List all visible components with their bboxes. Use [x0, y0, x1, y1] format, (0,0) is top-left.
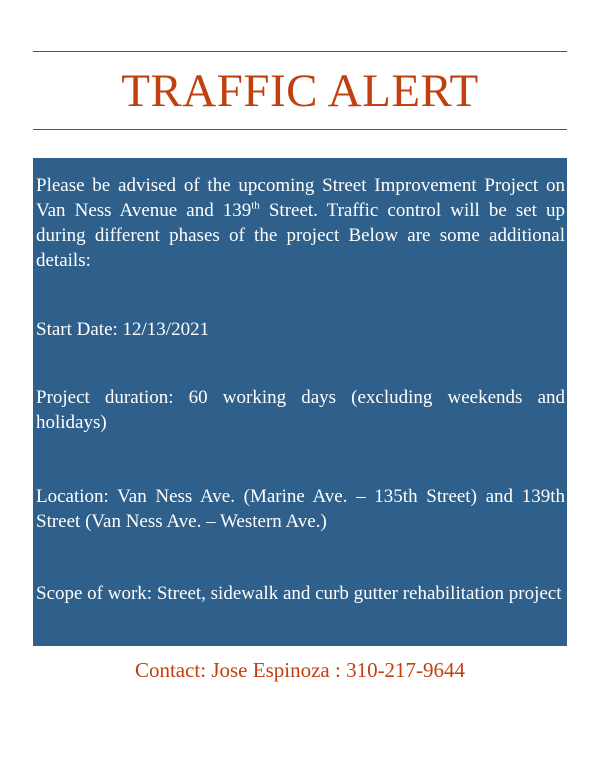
- intro-text-1: Please be advised of the upcoming Street Improvement Project on Van Ness Avenue and 139: [36, 175, 565, 221]
- top-divider: [33, 51, 567, 52]
- project-location: Location: Van Ness Ave. (Marine Ave. – 135th Street) and 139th Street (Van Ness Ave. – Western Ave.): [36, 486, 565, 532]
- scope-of-work: Scope of work: Street, sidewalk and curb gutter rehabilitation project: [36, 583, 562, 604]
- page-title: TRAFFIC ALERT: [121, 65, 479, 117]
- intro-text-2: Street. Traffic control will be set up during different phases of the project Below are some additional details:: [36, 200, 565, 271]
- start-date: Start Date: 12/13/2021: [36, 319, 210, 340]
- bottom-divider: [33, 129, 567, 130]
- contact-line: Contact: Jose Espinoza : 310-217-9644: [134, 658, 466, 682]
- details-panel: [33, 158, 567, 646]
- project-duration: Project duration: 60 working days (excluding weekends and holidays): [36, 387, 565, 433]
- intro-paragraph: [36, 173, 565, 273]
- ordinal-superscript: th: [251, 199, 260, 212]
